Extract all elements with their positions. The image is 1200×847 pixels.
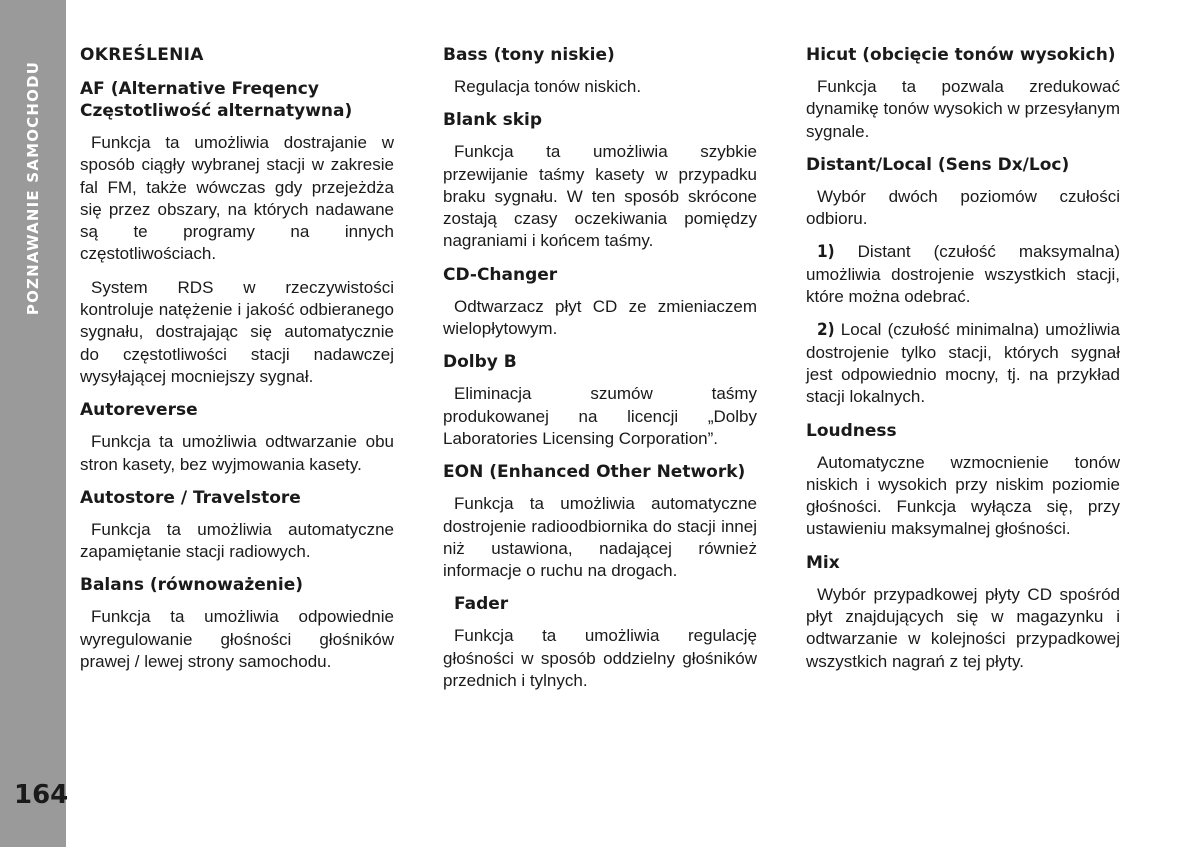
- hicut-heading: Hicut (obcięcie tonów wysokich): [806, 45, 1116, 65]
- autoreverse-description: Funkcja ta umożliwia odtwarzanie obu stron kasety, bez wyjmowania kasety.: [80, 432, 394, 474]
- eon-heading: EON (Enhanced Other Network): [443, 462, 746, 483]
- dolby-heading: Dolby B: [443, 352, 517, 373]
- cd-changer-heading: CD-Changer: [443, 264, 558, 285]
- balans-heading: Balans (równoważenie): [80, 575, 304, 596]
- distant-item-text: Distant (czułość maksymalna) umożliwia dostrojenie wszystkich stacji, które można odebrać.: [806, 242, 1120, 307]
- distant-local-description: Wybór dwóch poziomów czułości odbioru.: [806, 186, 1120, 229]
- distant-local-heading: Distant/Local (Sens Dx/Loc): [806, 154, 1070, 175]
- fader-heading: Fader: [454, 594, 509, 615]
- cd-changer-description: Odtwarzacz płyt CD ze zmieniaczem wielopłytowym.: [443, 296, 757, 339]
- autostore-description: Funkcja ta umożliwia automatyczne zapamiętanie stacji radiowych.: [80, 519, 394, 562]
- bass-heading: Bass (tony niskie): [443, 45, 615, 65]
- rds-description: System RDS w rzeczywistości kontroluje natężenie i jakość odbieranego sygnału, dostrajając się automatycznie do częstotliwości stacji nadawczej wysyłającej mocniejszy sygnał.: [80, 277, 394, 386]
- distant-item: [806, 241, 1120, 308]
- local-item: [806, 319, 1120, 408]
- hicut-description: Funkcja ta pozwala zredukować dynamikę tonów wysokich w przesyłanym sygnale.: [806, 77, 1120, 141]
- balans-description: Funkcja ta umożliwia odpowiednie wyregulowanie głośności głośników prawej / lewej strony samochodu.: [80, 607, 394, 672]
- loudness-heading: Loudness: [806, 420, 897, 441]
- mix-description: Wybór przypadkowej płyty CD spośród płyt znajdujących się w magazynku i odtwarzanie w kolejności przypadkowej wszystkich nagrań z tej płyty.: [806, 584, 1120, 671]
- page-title: OKREŚLENIA: [80, 45, 204, 65]
- blank-skip-description: Funkcja ta umożliwia szybkie przewijanie taśmy kasety w przypadku braku sygnału. W ten sposób skrócone zostają czasy oczekiwania pomiędzy nagraniami i końcem taśmy.: [443, 142, 757, 251]
- section-label: POZNAWANIE SAMOCHODU: [24, 60, 42, 316]
- side-section-strip: [0, 0, 69, 847]
- column-1: [80, 44, 394, 684]
- af-heading-line1: AF (Alternative Freqency: [80, 79, 319, 99]
- fader-description: Funkcja ta umożliwia regulację głośności w sposób oddzielny głośników przednich i tylnych.: [443, 626, 757, 691]
- local-item-text: Local (czułość minimalna) umożliwia dostrojenie tylko stacji, których sygnał jest odpowiednio mocny, tj. na przykład stacji lokalnych.: [806, 320, 1120, 407]
- eon-description: Funkcja ta umożliwia automatyczne dostrojenie radioodbiornika do stacji innej niż ustawiona, nadającej również informacje o ruchu na drogach.: [443, 494, 757, 581]
- blank-skip-heading: Blank skip: [443, 110, 543, 131]
- mix-heading: Mix: [806, 552, 840, 573]
- loudness-description: Automatyczne wzmocnienie tonów niskich i wysokich przy niskim poziomie głośności. Funkcja wyłącza się, przy ustawieniu maksymalnej głośności.: [806, 452, 1120, 539]
- af-description: Funkcja ta umożliwia dostrajanie w sposób ciągły wybranej stacji w zakresie fal FM, także wówczas gdy przejeżdża się przez obszary, na których nadawane są te programy na innych częstotliwościach.: [80, 133, 394, 264]
- af-heading-line2: Częstotliwość alternatywna): [80, 101, 353, 121]
- column-3: [806, 44, 1120, 684]
- dolby-description: Eliminacja szumów taśmy produkowanej na licencji „Dolby Laboratories Licensing Corporation”.: [443, 384, 757, 448]
- af-heading: [80, 78, 394, 122]
- distant-item-number: 1): [817, 242, 835, 263]
- local-item-number: 2): [817, 320, 835, 341]
- page-number: 164: [14, 780, 69, 810]
- bass-description: Regulacja tonów niskich.: [454, 77, 642, 96]
- autoreverse-heading: Autoreverse: [80, 400, 198, 421]
- column-2: [443, 44, 757, 703]
- autostore-heading: Autostore / Travelstore: [80, 487, 301, 508]
